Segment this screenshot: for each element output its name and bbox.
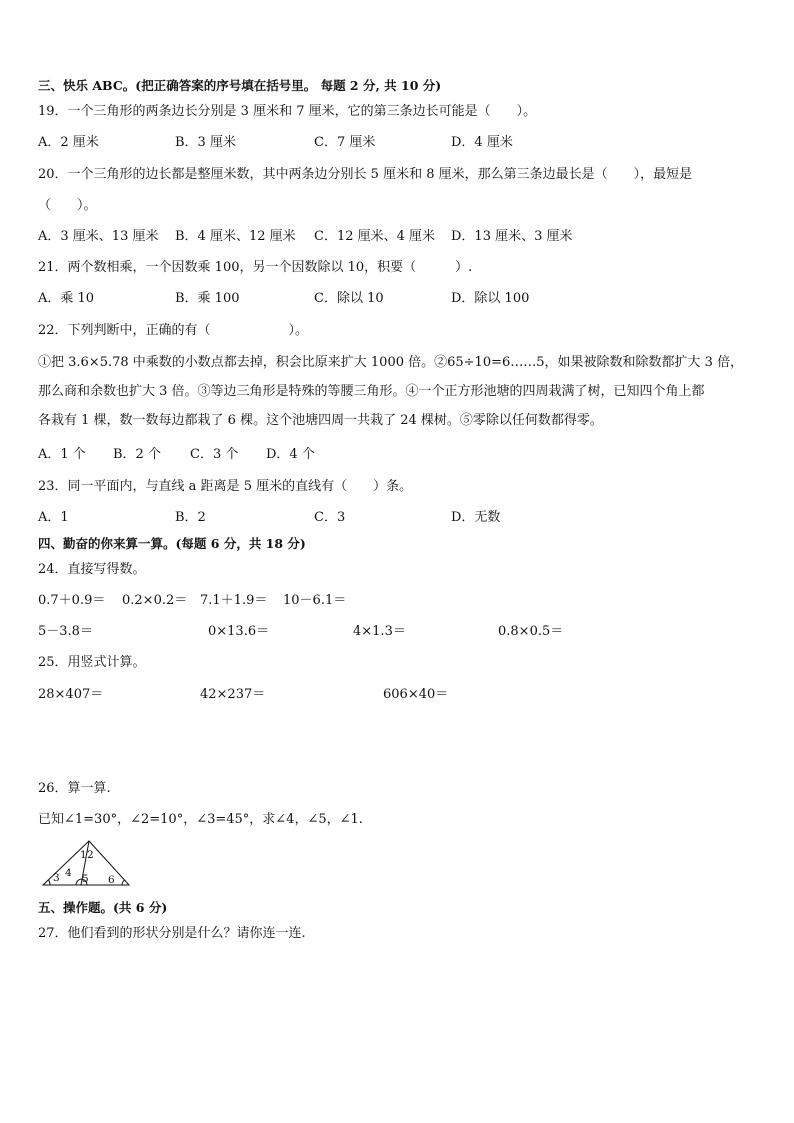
question-21-stem: 21．两个数相乘，一个因数乘 100，另一个因数除以 10，积要（ ）. [38, 260, 473, 275]
option-a[interactable]: A．1 个 [38, 447, 86, 462]
question-20-options [38, 228, 758, 246]
question-24-row-2 [38, 623, 758, 641]
question-22-stem: 22．下列判断中，正确的有（ ）。 [38, 323, 309, 338]
question-23-options [38, 509, 758, 527]
option-b[interactable]: B．乘 100 [175, 291, 240, 306]
question-22-options [38, 446, 758, 464]
option-b[interactable]: B．3 厘米 [175, 135, 236, 150]
question-27-stem: 27．他们看到的形状分别是什么？请你连一连. [38, 926, 306, 941]
option-d[interactable]: D．4 个 [266, 447, 315, 462]
calc-item: 7.1＋1.9＝ [200, 593, 268, 608]
option-c[interactable]: C．3 [314, 510, 346, 525]
option-c[interactable]: C．12 厘米、4 厘米 [314, 229, 436, 244]
angle-label-5: 5 [82, 873, 89, 885]
option-d[interactable]: D．无数 [451, 510, 501, 525]
angle-label-6: 6 [108, 874, 115, 886]
question-22-statements [38, 348, 760, 435]
option-a[interactable]: A．1 [38, 510, 69, 525]
option-a[interactable]: A．2 厘米 [38, 135, 99, 150]
statement-line-2: 那么商和余数也扩大 3 倍。③等边三角形是特殊的等腰三角形。④一个正方形池塘的四周栽满了树，已知四个角上都 [38, 384, 705, 399]
option-b[interactable]: B．4 厘米、12 厘米 [175, 229, 296, 244]
option-b[interactable]: B．2 个 [113, 447, 161, 462]
option-d[interactable]: D．除以 100 [451, 291, 530, 306]
option-a[interactable]: A．3 厘米、13 厘米 [38, 229, 159, 244]
question-19-stem: 19．一个三角形的两条边长分别是 3 厘米和 7 厘米，它的第三条边长可能是（ ）。 [38, 104, 537, 119]
question-21-options [38, 290, 758, 308]
statement-line-3: 各栽有 1 棵，数一数每边都栽了 6 棵。这个池塘四周一共栽了 24 棵树。⑤零除以任何数都得零。 [38, 413, 603, 428]
section-3-title: 三、快乐 ABC。(把正确答案的序号填在括号里。 每题 2 分, 共 10 分) [38, 78, 442, 93]
angle-label-4: 4 [65, 867, 72, 879]
question-25-items [38, 686, 758, 704]
option-b[interactable]: B．2 [175, 510, 206, 525]
question-24-stem: 24．直接写得数。 [38, 562, 146, 577]
section-5-title: 五、操作题。(共 6 分) [38, 900, 168, 915]
option-c[interactable]: C．7 厘米 [314, 135, 376, 150]
calc-item: 28×407＝ [38, 687, 104, 702]
calc-item: 0.7＋0.9＝ [38, 593, 106, 608]
question-19-options [38, 134, 758, 152]
section-4-title: 四、勤奋的你来算一算。(每题 6 分，共 18 分) [38, 536, 306, 551]
statement-line-1: ①把 3.6×5.78 中乘数的小数点都去掉，积会比原来扩大 1000 倍。②65÷10=6……5，如果被除数和除数都扩大 3 倍， [38, 355, 744, 370]
calc-item: 606×40＝ [383, 687, 449, 702]
question-23-stem: 23．同一平面内，与直线 a 距离是 5 厘米的直线有（ ）条。 [38, 479, 413, 494]
question-20-stem-continued: （ ）。 [38, 198, 97, 213]
calc-item: 0.2×0.2＝ [122, 593, 188, 608]
calc-item: 4×1.3＝ [353, 624, 406, 639]
question-25-stem: 25．用竖式计算。 [38, 655, 146, 670]
option-d[interactable]: D．4 厘米 [451, 135, 513, 150]
calc-item: 0×13.6＝ [208, 624, 270, 639]
angle-label-1: 1 [80, 849, 87, 861]
question-26-text: 已知∠1=30°，∠2=10°，∠3=45°，求∠4，∠5，∠1. [38, 812, 363, 827]
question-20-stem: 20．一个三角形的边长都是整厘米数，其中两条边分别长 5 厘米和 8 厘米，那么第三条边最长是（ ），最短是 [38, 167, 693, 182]
angle-label-2: 2 [87, 849, 94, 861]
calc-item: 0.8×0.5＝ [498, 624, 564, 639]
angle-arc-6 [122, 880, 125, 885]
calc-item: 10－6.1＝ [283, 593, 347, 608]
option-c[interactable]: C．除以 10 [314, 291, 384, 306]
question-26-stem: 26．算一算. [38, 781, 111, 796]
option-c[interactable]: C．3 个 [190, 447, 239, 462]
option-d[interactable]: D．13 厘米、3 厘米 [451, 229, 573, 244]
angle-label-3: 3 [53, 872, 60, 884]
calc-item: 42×237＝ [200, 687, 266, 702]
question-24-row-1 [38, 592, 758, 610]
option-a[interactable]: A．乘 10 [38, 291, 95, 306]
triangle-angle-figure [38, 836, 138, 888]
calc-item: 5－3.8＝ [38, 624, 93, 639]
angle-arc-3 [49, 880, 51, 885]
